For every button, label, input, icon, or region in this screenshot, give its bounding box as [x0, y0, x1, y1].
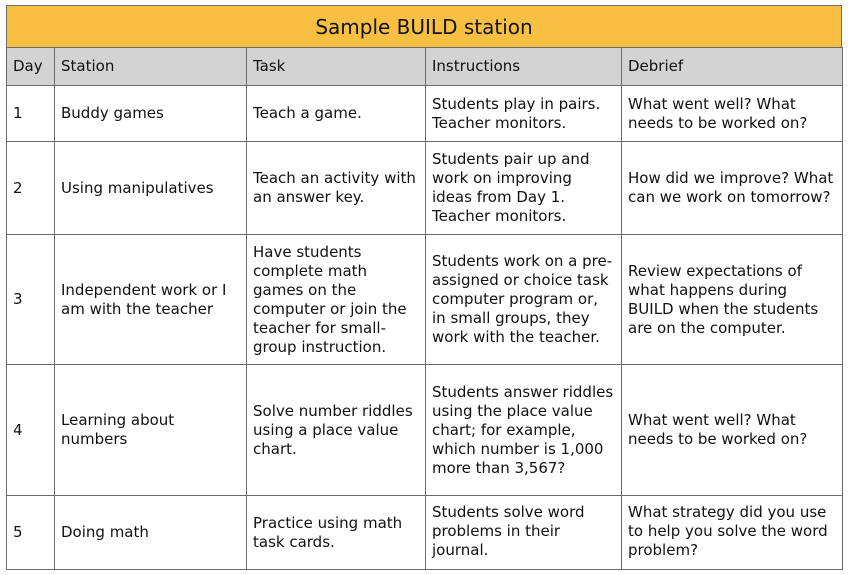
cell-day: 3 — [7, 235, 55, 365]
cell-station: Independent work or I am with the teacher — [55, 235, 247, 365]
cell-instructions: Students answer riddles using the place value chart; for example, which number is 1,000 more than 3,567? — [426, 365, 622, 496]
header-station: Station — [55, 48, 247, 86]
build-station-table-container — [6, 5, 842, 570]
cell-day: 5 — [7, 496, 55, 570]
table-row — [7, 365, 843, 496]
table-row — [7, 235, 843, 365]
header-day: Day — [7, 48, 55, 86]
header-instructions: Instructions — [426, 48, 622, 86]
cell-debrief: What went well? What needs to be worked on? — [622, 86, 843, 142]
cell-debrief: What strategy did you use to help you solve the word problem? — [622, 496, 843, 570]
cell-task: Teach an activity with an answer key. — [247, 142, 426, 235]
cell-instructions: Students play in pairs. Teacher monitors. — [426, 86, 622, 142]
cell-station: Doing math — [55, 496, 247, 570]
cell-station: Learning about numbers — [55, 365, 247, 496]
cell-debrief: What went well? What needs to be worked on? — [622, 365, 843, 496]
cell-day: 4 — [7, 365, 55, 496]
build-station-table — [6, 47, 843, 570]
cell-task: Teach a game. — [247, 86, 426, 142]
cell-station: Buddy games — [55, 86, 247, 142]
cell-task: Solve number riddles using a place value chart. — [247, 365, 426, 496]
cell-station: Using manipulatives — [55, 142, 247, 235]
table-row — [7, 496, 843, 570]
cell-instructions: Students work on a pre-assigned or choice task computer program or, in small groups, they work with the teacher. — [426, 235, 622, 365]
cell-task: Have students complete math games on the computer or join the teacher for small-group instruction. — [247, 235, 426, 365]
cell-instructions: Students solve word problems in their journal. — [426, 496, 622, 570]
cell-day: 1 — [7, 86, 55, 142]
cell-instructions: Students pair up and work on improving ideas from Day 1. Teacher monitors. — [426, 142, 622, 235]
table-row — [7, 142, 843, 235]
table-title: Sample BUILD station — [6, 5, 842, 47]
cell-day: 2 — [7, 142, 55, 235]
header-row — [7, 48, 843, 86]
table-row — [7, 86, 843, 142]
cell-task: Practice using math task cards. — [247, 496, 426, 570]
header-task: Task — [247, 48, 426, 86]
cell-debrief: Review expectations of what happens during BUILD when the students are on the computer. — [622, 235, 843, 365]
header-debrief: Debrief — [622, 48, 843, 86]
cell-debrief: How did we improve? What can we work on tomorrow? — [622, 142, 843, 235]
